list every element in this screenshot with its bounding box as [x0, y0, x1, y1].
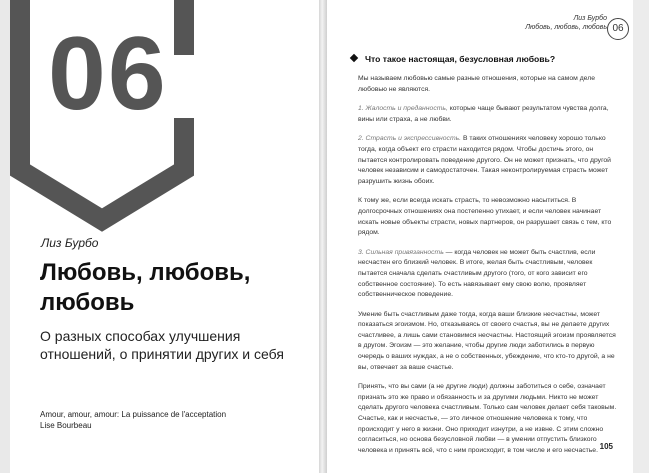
item-1-text: которые чаще бывают результатом чувства долга, вины или страха, а не любви.	[358, 105, 609, 123]
item-1-lead: 1. Жалость и преданность,	[358, 105, 448, 113]
book-spine	[319, 0, 327, 473]
body-text	[358, 74, 620, 465]
item-3-text: — когда человек не может быть счастлив, если несчастен его близкий человек. В итоге, желая быть счастливым, человек пытается сначала сделать счастливым другого (того, от кого зависит его собственное состояние). То есть навязывает ему свою волю, проявляет собственническое поведение.	[358, 248, 596, 299]
chapter-badge: 06	[607, 18, 629, 40]
paragraph-item-3	[358, 248, 620, 301]
section-heading	[351, 54, 621, 64]
item-3-lead: 3. Сильная привязанность	[358, 248, 444, 256]
chapter-number: 06	[48, 16, 168, 132]
page-number: 105	[599, 442, 613, 451]
header-author: Лиз Бурбо	[573, 15, 607, 22]
section-heading-text: Что такое настоящая, безусловная любовь?	[365, 54, 556, 64]
book-title: Любовь, любовь, любовь	[40, 259, 251, 316]
item-2-text: В таких отношениях человеку хорошо только тогда, когда объект его страсти находится рядом. Чтобы достичь этого, он пытается контролировать поведение другого. Он не может признать, что другой человек независим и самодостаточен. Такая неконтролируемая страсть может разрушить жизнь обоих.	[358, 135, 611, 185]
original-edition	[40, 409, 315, 431]
original-title: Amour, amour, amour: La puissance de l'acceptation	[40, 410, 227, 419]
item-2-lead: 2. Страсть и экспрессивность.	[358, 135, 462, 143]
header-title: Любовь, любовь, любовь	[525, 24, 607, 32]
paragraph-intro: Мы называем любовью самые разные отношения, которые на самом деле любовью не являются.	[358, 75, 595, 93]
original-author: Lise Bourbeau	[40, 421, 92, 431]
right-page	[327, 0, 633, 473]
running-header	[525, 14, 607, 32]
background-edge	[633, 0, 649, 473]
paragraph-happiness: Умение быть счастливым даже тогда, когда ваши близкие несчастны, может показаться эгоизмом. Но, отказываясь от своего счастья, вы не делаете других счастливее, а лишь сами становимся несчастны. Настоящий эгоизм проявляется в другом. Эгоизм — это желание, чтобы другие люди заботились в первую очередь о ваших нуждах, а не о собственных, убеждение, что кто-то другой, а не вы, отвечает за ваше счастье.	[358, 310, 616, 371]
paragraph-acceptance: Принять, что вы сами (а не другие люди) должны заботиться о себе, означает признать это же право и обязанность и за другими людьми. Никто не может сделать другого человека счастливым. Только сам человек делает себя таковым. Счастье, как и несчастье, — это личное отношение человека к тому, что происходит у него в жизни. Оно приходит изнутри, а не извне. С этим сложно согласиться, но основа безусловной любви — в умении отпустить близкого человека и принять всё, что с ним происходит, в том числе и его несчастье.	[358, 383, 617, 454]
book-subtitle: О разных способах улучшения отношений, о принятии других и себя	[40, 328, 284, 363]
paragraph-item-1	[358, 104, 620, 125]
paragraph-item-2	[358, 134, 620, 187]
paragraph-passion: К тому же, если всегда искать страсть, то невозможно насытиться. В долгосрочных отношениях она постепенно утихает, и если человек начинает искать новые объекты страсти, новых партнеров, он разрушает связь с тем, кто рядом.	[358, 197, 612, 237]
diamond-bullet-icon	[350, 54, 358, 62]
left-page	[10, 0, 319, 473]
author-name: Лиз Бурбо	[41, 236, 99, 250]
